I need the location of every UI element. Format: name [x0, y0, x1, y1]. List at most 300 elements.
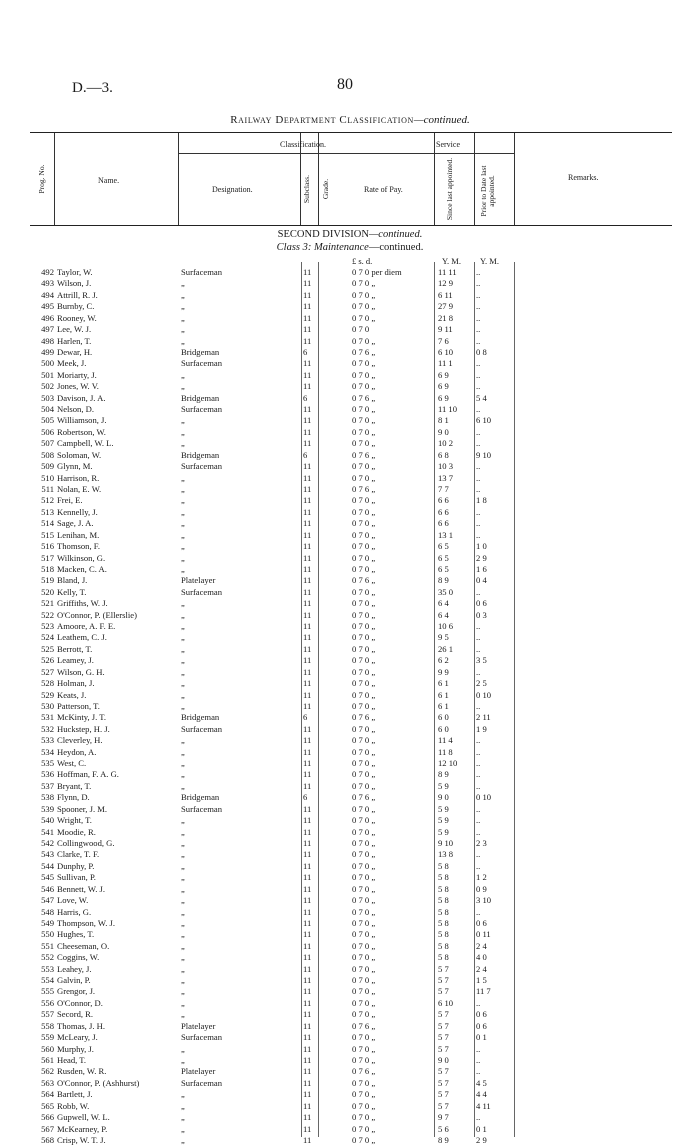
designation: „ [181, 529, 185, 540]
designation: „ [181, 1009, 185, 1020]
service-since-last: 6 0 [438, 712, 449, 723]
rate-of-pay: 0 7 0 „ [352, 1043, 376, 1054]
table-row [0, 1102, 700, 1111]
employee-name: Soloman, W. [57, 449, 102, 460]
service-prior: 2 11 [476, 712, 491, 723]
subclass: 6 [303, 792, 308, 803]
service-prior: 1 9 [476, 723, 487, 734]
employee-name: Rooney, W. [57, 312, 97, 323]
designation: Platelayer [181, 1066, 216, 1077]
prog-no: 521 [41, 598, 54, 609]
service-since-last: 6 5 [438, 552, 449, 563]
subclass: 11 [303, 301, 312, 312]
subclass: 11 [303, 895, 312, 906]
table-row [0, 839, 700, 848]
employee-name: Hoffman, F. A. G. [57, 769, 119, 780]
prog-no: 515 [41, 529, 54, 540]
rate-of-pay: 0 7 0 „ [352, 598, 376, 609]
division-title: SECOND DIVISION [277, 229, 369, 240]
service-prior: .. [476, 643, 481, 654]
designation: Surfaceman [181, 586, 223, 597]
service-since-last: 5 7 [438, 1077, 449, 1088]
service-since-last: 8 1 [438, 415, 449, 426]
table-row [0, 554, 700, 563]
prog-no: 541 [41, 826, 54, 837]
prog-no: 557 [41, 1009, 54, 1020]
service-since-last: 5 8 [438, 929, 449, 940]
table-row [0, 1125, 700, 1134]
prog-no: 527 [41, 666, 54, 677]
page-header [0, 0, 700, 130]
table-row [0, 279, 700, 288]
service-prior: .. [476, 826, 481, 837]
designation: „ [181, 495, 185, 506]
designation: „ [181, 643, 185, 654]
subclass: 11 [303, 849, 312, 860]
rate-of-pay: 0 7 0 „ [352, 552, 376, 563]
prog-no: 543 [41, 849, 54, 860]
service-since-last: 21 8 [438, 312, 454, 323]
employee-name: Head, T. [57, 1054, 87, 1065]
table-row [0, 337, 700, 346]
designation: „ [181, 381, 185, 392]
service-prior: .. [476, 312, 481, 323]
rate-of-pay: 0 7 6 „ [352, 1020, 376, 1031]
service-prior: 0 6 [476, 598, 487, 609]
rate-of-pay: 0 7 0 „ [352, 1112, 376, 1123]
service-since-last: 6 10 [438, 346, 454, 357]
prog-no: 554 [41, 975, 54, 986]
header-rate-of-pay: Rate of Pay. [364, 185, 403, 194]
service-prior: .. [476, 472, 481, 483]
class-label: Class 3: [276, 242, 312, 253]
prog-no: 556 [41, 997, 54, 1008]
prog-no: 510 [41, 472, 54, 483]
table-row [0, 1033, 700, 1042]
service-prior: .. [476, 506, 481, 517]
rate-of-pay: 0 7 0 „ [352, 506, 376, 517]
service-prior: 2 3 [476, 838, 487, 848]
service-since-last: 8 9 [438, 769, 449, 780]
designation: „ [181, 666, 185, 677]
employee-name: Wilson, J. [57, 278, 92, 289]
header-divider [178, 153, 514, 154]
subclass: 11 [303, 780, 312, 791]
table-header [30, 132, 672, 226]
header-classification: Classification. [280, 140, 326, 149]
prior-units: Y. M. [480, 256, 499, 266]
rate-of-pay: 0 7 0 „ [352, 940, 376, 951]
subclass: 11 [303, 1112, 312, 1123]
employee-name: Bartlett, J. [57, 1089, 93, 1100]
designation: „ [181, 678, 185, 689]
designation: „ [181, 746, 185, 757]
service-prior: 3 10 [476, 895, 492, 906]
subclass: 11 [303, 483, 312, 494]
subclass: 11 [303, 506, 312, 517]
table-row [0, 919, 700, 928]
table-row [0, 668, 700, 677]
rate-of-pay: 0 7 0 „ [352, 643, 376, 654]
designation: „ [181, 609, 185, 620]
subclass: 11 [303, 952, 312, 963]
prog-no: 546 [41, 883, 54, 894]
prog-no: 535 [41, 758, 54, 769]
prog-no: 531 [41, 712, 54, 723]
employee-name: Patterson, T. [57, 700, 100, 711]
employee-name: Attrill, R. J. [57, 289, 98, 300]
prog-no: 520 [41, 586, 54, 597]
prog-no: 536 [41, 769, 54, 780]
designation: „ [181, 518, 185, 529]
rate-of-pay: 0 7 0 „ [352, 849, 376, 860]
service-since-last: 5 7 [438, 986, 449, 997]
service-prior: .. [476, 404, 481, 415]
service-prior: .. [476, 769, 481, 780]
prog-no: 529 [41, 689, 54, 700]
subclass: 11 [303, 472, 312, 483]
table-row [0, 679, 700, 688]
service-prior: .. [476, 369, 481, 380]
designation: Bridgeman [181, 346, 220, 357]
employee-name: Sullivan, P. [57, 872, 96, 883]
prog-no: 537 [41, 780, 54, 791]
designation: „ [181, 278, 185, 289]
prog-no: 555 [41, 986, 54, 997]
employee-name: Leahey, J. [57, 963, 92, 974]
employee-name: Gupwell, W. L. [57, 1112, 110, 1123]
table-row [0, 828, 700, 837]
subclass: 11 [303, 495, 312, 506]
service-since-last: 6 11 [438, 289, 453, 300]
service-prior: .. [476, 483, 481, 494]
header-divider [434, 133, 435, 225]
table-row [0, 416, 700, 425]
service-since-last: 5 8 [438, 895, 449, 906]
class-name: Maintenance [314, 242, 369, 253]
employee-name: Wilkinson, G. [57, 552, 106, 563]
designation: Surfaceman [181, 461, 223, 472]
designation: „ [181, 1123, 185, 1134]
rate-of-pay: 0 7 0 „ [352, 609, 376, 620]
service-since-last: 5 7 [438, 1032, 449, 1043]
employee-name: Hughes, T. [57, 929, 95, 940]
service-since-last: 5 8 [438, 883, 449, 894]
employee-name: Spooner, J. M. [57, 803, 108, 814]
rate-of-pay: 0 7 0 „ [352, 655, 376, 666]
rate-of-pay: 0 7 0 „ [352, 1032, 376, 1043]
service-prior: 0 3 [476, 609, 487, 620]
subclass: 11 [303, 700, 312, 711]
employee-name: Amoore, A. F. E. [57, 621, 116, 632]
header-divider [474, 133, 475, 225]
table-row [0, 611, 700, 620]
service-prior: 1 8 [476, 495, 487, 506]
table-row [0, 531, 700, 540]
employee-name: Meek, J. [57, 358, 87, 369]
employee-name: Rusden, W. R. [57, 1066, 107, 1077]
rate-of-pay: 0 7 0 „ [352, 369, 376, 380]
table-row [0, 1067, 700, 1076]
employee-name: Collingwood, G. [57, 838, 115, 848]
table-row [0, 816, 700, 825]
rate-of-pay: 0 7 0 „ [352, 906, 376, 917]
document-reference: D.—3. [72, 80, 113, 96]
header-name: Name. [98, 176, 120, 185]
prog-no: 562 [41, 1066, 54, 1077]
table-row [0, 576, 700, 585]
page-title-continued: —continued. [413, 114, 470, 126]
table-row [0, 862, 700, 871]
table-row [0, 496, 700, 505]
table-row [0, 1079, 700, 1088]
service-since-last: 11 1 [438, 358, 453, 369]
prog-no: 516 [41, 541, 54, 552]
employee-name: Moodie, R. [57, 826, 96, 837]
employee-name: Cleverley, H. [57, 735, 103, 746]
rate-of-pay: 0 7 0 [352, 324, 370, 335]
table-row [0, 1045, 700, 1054]
employee-name: Jones, W. V. [57, 381, 99, 392]
service-prior: 2 5 [476, 678, 487, 689]
designation: „ [181, 301, 185, 312]
subclass: 11 [303, 655, 312, 666]
table-row [0, 508, 700, 517]
subclass: 11 [303, 1134, 312, 1145]
prog-no: 514 [41, 518, 54, 529]
service-since-last: 5 8 [438, 917, 449, 928]
service-since-last: 11 10 [438, 404, 458, 415]
table-row [0, 599, 700, 608]
designation: „ [181, 335, 185, 346]
rate-of-pay: 0 7 0 „ [352, 803, 376, 814]
subclass: 11 [303, 312, 312, 323]
prog-no: 559 [41, 1032, 54, 1043]
prog-no: 498 [41, 335, 54, 346]
employee-name: Kennelly, J. [57, 506, 98, 517]
service-since-last: 12 9 [438, 278, 454, 289]
rate-of-pay: 0 7 0 „ [352, 438, 376, 449]
rate-of-pay: 0 7 0 per diem [352, 267, 402, 277]
header-since-last: Since last appointed. [445, 157, 454, 221]
service-prior: .. [476, 700, 481, 711]
subclass: 11 [303, 1032, 312, 1043]
service-since-last: 5 8 [438, 940, 449, 951]
service-prior: 0 6 [476, 917, 487, 928]
service-prior: 0 11 [476, 929, 491, 940]
service-since-last: 6 5 [438, 563, 449, 574]
rate-of-pay: 0 7 0 „ [352, 495, 376, 506]
designation: Surfaceman [181, 358, 223, 369]
subclass: 11 [303, 324, 312, 335]
rate-of-pay: 0 7 0 „ [352, 621, 376, 632]
prog-no: 530 [41, 700, 54, 711]
rate-units: £ s. d. [352, 256, 373, 266]
employee-name: Griffiths, W. J. [57, 598, 108, 609]
prog-no: 567 [41, 1123, 54, 1134]
table-row [0, 656, 700, 665]
prog-no: 494 [41, 289, 54, 300]
rate-of-pay: 0 7 0 „ [352, 883, 376, 894]
prog-no: 551 [41, 940, 54, 951]
employee-name: Lee, W. J. [57, 324, 92, 335]
rate-of-pay: 0 7 0 „ [352, 335, 376, 346]
employee-name: Love, W. [57, 895, 89, 906]
header-designation: Designation. [212, 185, 253, 194]
service-prior: 4 0 [476, 952, 487, 963]
service-since-last: 6 2 [438, 655, 449, 666]
subclass: 11 [303, 289, 312, 300]
designation: „ [181, 872, 185, 883]
employee-name: Crisp, W. T. J. [57, 1134, 106, 1145]
subclass: 11 [303, 404, 312, 415]
table-row [0, 736, 700, 745]
service-prior: .. [476, 324, 481, 335]
employee-name: Harlen, T. [57, 335, 92, 346]
subclass: 11 [303, 1043, 312, 1054]
table-row [0, 314, 700, 323]
designation: Surfaceman [181, 803, 223, 814]
prog-no: 532 [41, 723, 54, 734]
prog-no: 564 [41, 1089, 54, 1100]
table-row [0, 725, 700, 734]
service-since-last: 5 8 [438, 906, 449, 917]
service-prior: 1 0 [476, 541, 487, 552]
rate-of-pay: 0 7 0 „ [352, 301, 376, 312]
table-row [0, 930, 700, 939]
service-prior: 0 1 [476, 1123, 487, 1134]
prog-no: 492 [41, 267, 54, 277]
employee-name: Heydon, A. [57, 746, 97, 757]
rate-of-pay: 0 7 0 „ [352, 723, 376, 734]
designation: „ [181, 906, 185, 917]
table-row [0, 519, 700, 528]
service-since-last: 5 7 [438, 963, 449, 974]
designation: „ [181, 780, 185, 791]
rate-of-pay: 0 7 0 „ [352, 700, 376, 711]
rate-of-pay: 0 7 0 „ [352, 758, 376, 769]
service-prior: 2 4 [476, 940, 487, 951]
service-prior: 1 6 [476, 563, 487, 574]
subclass: 11 [303, 426, 312, 437]
table-row [0, 588, 700, 597]
table-row [0, 999, 700, 1008]
designation: „ [181, 541, 185, 552]
subclass: 11 [303, 758, 312, 769]
service-since-last: 11 11 [438, 267, 457, 277]
service-since-last: 9 5 [438, 632, 449, 643]
rate-of-pay: 0 7 0 „ [352, 917, 376, 928]
subclass: 11 [303, 563, 312, 574]
employee-name: Bryant, T. [57, 780, 92, 791]
rate-of-pay: 0 7 0 „ [352, 769, 376, 780]
designation: „ [181, 700, 185, 711]
designation: „ [181, 975, 185, 986]
rate-of-pay: 0 7 0 „ [352, 735, 376, 746]
service-prior: .. [476, 1112, 481, 1123]
subclass: 11 [303, 769, 312, 780]
service-since-last: 5 7 [438, 975, 449, 986]
service-since-last: 5 7 [438, 1043, 449, 1054]
service-since-last: 5 7 [438, 1009, 449, 1020]
prog-no: 534 [41, 746, 54, 757]
employee-name: Glynn, M. [57, 461, 93, 472]
table-row [0, 268, 700, 277]
header-grade: Grade. [321, 178, 330, 200]
employee-name: Leamey, J. [57, 655, 94, 666]
table-row [0, 691, 700, 700]
table-row [0, 302, 700, 311]
table-row [0, 451, 700, 460]
employee-name: McLeary, J. [57, 1032, 98, 1043]
service-since-last: 6 1 [438, 689, 449, 700]
service-since-last: 7 7 [438, 483, 449, 494]
rate-of-pay: 0 7 0 „ [352, 666, 376, 677]
employee-name: Wright, T. [57, 815, 92, 826]
rate-of-pay: 0 7 0 „ [352, 632, 376, 643]
subclass: 11 [303, 267, 312, 277]
employee-name: Kelly, T. [57, 586, 87, 597]
subclass: 11 [303, 438, 312, 449]
employee-name: Clarke, T. F. [57, 849, 100, 860]
rate-of-pay: 0 7 0 „ [352, 1054, 376, 1065]
service-since-last: 5 7 [438, 1089, 449, 1100]
subclass: 11 [303, 917, 312, 928]
designation: „ [181, 1043, 185, 1054]
employee-name: Burnby, C. [57, 301, 95, 312]
designation: „ [181, 621, 185, 632]
employee-name: Thompson, W. J. [57, 917, 116, 928]
prog-no: 502 [41, 381, 54, 392]
employee-name: Secord, R. [57, 1009, 94, 1020]
designation: Bridgeman [181, 392, 220, 403]
prog-no: 538 [41, 792, 54, 803]
rate-of-pay: 0 7 0 „ [352, 472, 376, 483]
employee-name: Harris, G. [57, 906, 92, 917]
service-since-last: 6 9 [438, 369, 449, 380]
table-row [0, 873, 700, 882]
service-prior: .. [476, 1066, 481, 1077]
subclass: 11 [303, 1089, 312, 1100]
subclass: 6 [303, 712, 308, 723]
subclass: 6 [303, 392, 308, 403]
prog-no: 503 [41, 392, 54, 403]
rate-of-pay: 0 7 0 „ [352, 986, 376, 997]
table-row [0, 462, 700, 471]
table-row [0, 770, 700, 779]
subclass: 11 [303, 906, 312, 917]
employee-name: Murphy, J. [57, 1043, 94, 1054]
designation: Surfaceman [181, 404, 223, 415]
service-prior: .. [476, 997, 481, 1008]
designation: Surfaceman [181, 1032, 223, 1043]
prog-no: 540 [41, 815, 54, 826]
designation: „ [181, 426, 185, 437]
rate-of-pay: 0 7 0 „ [352, 826, 376, 837]
header-prior-to-date: Prior to Date last appointed. [479, 165, 496, 217]
service-since-last: 10 2 [438, 438, 454, 449]
subclass: 11 [303, 826, 312, 837]
rate-of-pay: 0 7 0 „ [352, 563, 376, 574]
rate-of-pay: 0 7 0 „ [352, 678, 376, 689]
subclass: 11 [303, 1100, 312, 1111]
service-prior: .. [476, 438, 481, 449]
prog-no: 544 [41, 860, 54, 871]
table-row [0, 850, 700, 859]
service-prior: 11 7 [476, 986, 491, 997]
service-since-last: 9 0 [438, 426, 449, 437]
service-prior: .. [476, 803, 481, 814]
